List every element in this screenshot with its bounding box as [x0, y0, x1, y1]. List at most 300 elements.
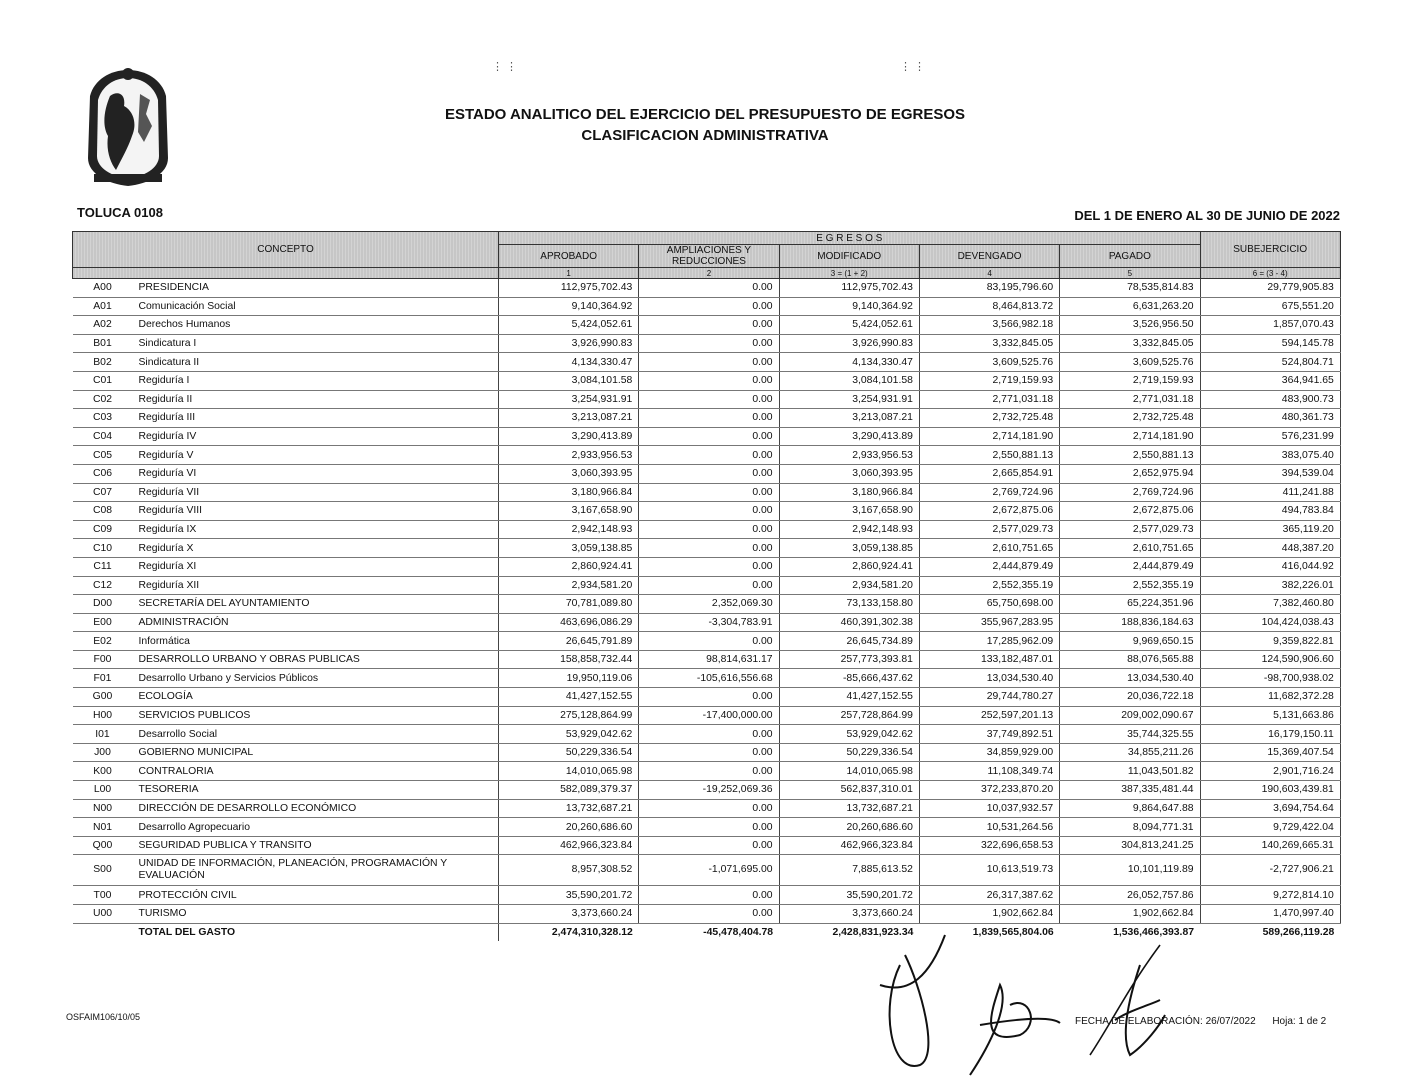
row-ampliaciones: 0.00: [639, 762, 779, 781]
row-modificado: 460,391,302.38: [779, 613, 919, 632]
row-code: U00: [73, 905, 133, 924]
table-row: [73, 353, 1341, 372]
row-aprobado: 3,167,658.90: [499, 502, 639, 521]
row-pagado: 10,101,119.89: [1060, 855, 1200, 886]
table-row: [73, 483, 1341, 502]
page-number: Hoja: 1 de 2: [1272, 1016, 1327, 1027]
scan-mark: ⋮ ⋮: [900, 61, 926, 73]
table-row: [73, 669, 1341, 688]
row-pagado: 26,052,757.86: [1060, 886, 1200, 905]
row-pagado: 2,550,881.13: [1060, 446, 1200, 465]
row-modificado: 3,060,393.95: [779, 464, 919, 483]
row-concept: SERVICIOS PUBLICOS: [133, 706, 499, 725]
header-modificado: MODIFICADO: [779, 245, 919, 268]
row-devengado: 2,732,725.48: [919, 409, 1059, 428]
row-aprobado: 20,260,686.60: [499, 818, 639, 837]
table-row: [73, 688, 1341, 707]
row-pagado: 9,864,647.88: [1060, 799, 1200, 818]
row-devengado: 29,744,780.27: [919, 688, 1059, 707]
row-devengado: 8,464,813.72: [919, 297, 1059, 316]
table-row: [73, 886, 1341, 905]
row-concept: Desarrollo Urbano y Servicios Públicos: [133, 669, 499, 688]
row-concept: PROTECCIÓN CIVIL: [133, 886, 499, 905]
table-row: [73, 855, 1341, 886]
row-subejercicio: -2,727,906.21: [1200, 855, 1340, 886]
table-row: [73, 781, 1341, 800]
row-concept: Regiduría IV: [133, 427, 499, 446]
row-ampliaciones: 0.00: [639, 632, 779, 651]
header-index: 1: [499, 268, 639, 279]
row-modificado: 562,837,310.01: [779, 781, 919, 800]
table-row: [73, 539, 1341, 558]
row-aprobado: 3,084,101.58: [499, 371, 639, 390]
row-concept: Regiduría I: [133, 371, 499, 390]
row-code: C08: [73, 502, 133, 521]
header-concepto: CONCEPTO: [73, 232, 499, 268]
header-subejercicio: SUBEJERCICIO: [1200, 232, 1340, 268]
row-concept: CONTRALORIA: [133, 762, 499, 781]
row-pagado: 13,034,530.40: [1060, 669, 1200, 688]
row-aprobado: 463,696,086.29: [499, 613, 639, 632]
row-modificado: 3,290,413.89: [779, 427, 919, 446]
row-aprobado: 4,134,330.47: [499, 353, 639, 372]
table-row: [73, 427, 1341, 446]
row-code: H00: [73, 706, 133, 725]
header-index: 6 = (3 - 4): [1200, 268, 1340, 279]
row-pagado: 3,609,525.76: [1060, 353, 1200, 372]
table-row: [73, 520, 1341, 539]
row-concept: UNIDAD DE INFORMACIÓN, PLANEACIÓN, PROGRAMACIÓN Y EVALUACIÓN: [133, 855, 499, 886]
row-pagado: 78,535,814.83: [1060, 279, 1200, 298]
row-modificado: 2,934,581.20: [779, 576, 919, 595]
row-ampliaciones: -19,252,069.36: [639, 781, 779, 800]
row-pagado: 2,652,975.94: [1060, 464, 1200, 483]
row-modificado: 3,213,087.21: [779, 409, 919, 428]
row-ampliaciones: 0.00: [639, 725, 779, 744]
row-ampliaciones: 0.00: [639, 446, 779, 465]
row-concept: Regiduría VI: [133, 464, 499, 483]
row-ampliaciones: 0.00: [639, 279, 779, 298]
table-row: [73, 836, 1341, 855]
table-row: [73, 762, 1341, 781]
row-concept: SEGURIDAD PUBLICA Y TRANSITO: [133, 836, 499, 855]
total-ampliaciones: -45,478,404.78: [703, 926, 774, 938]
row-aprobado: 5,424,052.61: [499, 316, 639, 335]
row-devengado: 2,552,355.19: [919, 576, 1059, 595]
row-subejercicio: 448,387.20: [1200, 539, 1340, 558]
row-pagado: 6,631,263.20: [1060, 297, 1200, 316]
row-subejercicio: 416,044.92: [1200, 557, 1340, 576]
row-subejercicio: 15,369,407.54: [1200, 743, 1340, 762]
row-subejercicio: 3,694,754.64: [1200, 799, 1340, 818]
row-modificado: 35,590,201.72: [779, 886, 919, 905]
period-label: DEL 1 DE ENERO AL 30 DE JUNIO DE 2022: [1074, 208, 1340, 223]
row-ampliaciones: -105,616,556.68: [639, 669, 779, 688]
row-modificado: -85,666,437.62: [779, 669, 919, 688]
row-pagado: 2,769,724.96: [1060, 483, 1200, 502]
row-pagado: 2,577,029.73: [1060, 520, 1200, 539]
row-code: C10: [73, 539, 133, 558]
row-devengado: 34,859,929.00: [919, 743, 1059, 762]
row-ampliaciones: 2,352,069.30: [639, 595, 779, 614]
table-row: [73, 576, 1341, 595]
row-devengado: 1,902,662.84: [919, 905, 1059, 924]
row-code: A00: [73, 279, 133, 298]
row-modificado: 3,180,966.84: [779, 483, 919, 502]
row-concept: Regiduría X: [133, 539, 499, 558]
row-aprobado: 8,957,308.52: [499, 855, 639, 886]
row-pagado: 3,332,845.05: [1060, 334, 1200, 353]
row-devengado: 2,771,031.18: [919, 390, 1059, 409]
row-subejercicio: 364,941.65: [1200, 371, 1340, 390]
table-row: [73, 650, 1341, 669]
row-aprobado: 35,590,201.72: [499, 886, 639, 905]
table-row: [73, 409, 1341, 428]
row-subejercicio: 480,361.73: [1200, 409, 1340, 428]
row-ampliaciones: 0.00: [639, 390, 779, 409]
row-aprobado: 50,229,336.54: [499, 743, 639, 762]
row-code: C07: [73, 483, 133, 502]
total-subejercicio: 589,266,119.28: [1262, 926, 1335, 938]
row-modificado: 3,059,138.85: [779, 539, 919, 558]
row-concept: Desarrollo Agropecuario: [133, 818, 499, 837]
row-subejercicio: 483,900.73: [1200, 390, 1340, 409]
row-modificado: 2,942,148.93: [779, 520, 919, 539]
table-row: [73, 632, 1341, 651]
row-subejercicio: 594,145.78: [1200, 334, 1340, 353]
row-devengado: 3,566,982.18: [919, 316, 1059, 335]
header-index: 3 = (1 + 2): [779, 268, 919, 279]
row-code: C12: [73, 576, 133, 595]
row-pagado: 304,813,241.25: [1060, 836, 1200, 855]
row-pagado: 88,076,565.88: [1060, 650, 1200, 669]
row-pagado: 9,969,650.15: [1060, 632, 1200, 651]
row-ampliaciones: 0.00: [639, 502, 779, 521]
row-aprobado: 112,975,702.43: [499, 279, 639, 298]
row-modificado: 14,010,065.98: [779, 762, 919, 781]
row-ampliaciones: 0.00: [639, 316, 779, 335]
row-devengado: 13,034,530.40: [919, 669, 1059, 688]
row-subejercicio: 16,179,150.11: [1200, 725, 1340, 744]
total-modificado: 2,428,831,923.34: [832, 926, 914, 938]
table-row: [73, 334, 1341, 353]
header-index: 5: [1060, 268, 1200, 279]
table-row: [73, 502, 1341, 521]
row-devengado: 83,195,796.60: [919, 279, 1059, 298]
row-code: C04: [73, 427, 133, 446]
row-aprobado: 41,427,152.55: [499, 688, 639, 707]
row-subejercicio: 411,241.88: [1200, 483, 1340, 502]
row-subejercicio: 7,382,460.80: [1200, 595, 1340, 614]
table-row: [73, 595, 1341, 614]
row-devengado: 10,037,932.57: [919, 799, 1059, 818]
row-ampliaciones: 0.00: [639, 520, 779, 539]
row-modificado: 462,966,323.84: [779, 836, 919, 855]
table-row: [73, 905, 1341, 924]
scan-mark: ⋮ ⋮: [492, 61, 518, 73]
row-devengado: 3,609,525.76: [919, 353, 1059, 372]
table-row: [73, 297, 1341, 316]
row-pagado: 2,444,879.49: [1060, 557, 1200, 576]
row-aprobado: 53,929,042.62: [499, 725, 639, 744]
row-concept: Regiduría XII: [133, 576, 499, 595]
row-subejercicio: 494,783.84: [1200, 502, 1340, 521]
row-ampliaciones: 0.00: [639, 743, 779, 762]
handwritten-signature: [860, 925, 1190, 1085]
row-code: N01: [73, 818, 133, 837]
row-ampliaciones: 0.00: [639, 409, 779, 428]
row-modificado: 3,926,990.83: [779, 334, 919, 353]
row-subejercicio: 524,804.71: [1200, 353, 1340, 372]
row-aprobado: 462,966,323.84: [499, 836, 639, 855]
header-devengado: DEVENGADO: [919, 245, 1059, 268]
row-aprobado: 14,010,065.98: [499, 762, 639, 781]
row-subejercicio: 11,682,372.28: [1200, 688, 1340, 707]
row-aprobado: 275,128,864.99: [499, 706, 639, 725]
row-pagado: 65,224,351.96: [1060, 595, 1200, 614]
row-pagado: 387,335,481.44: [1060, 781, 1200, 800]
row-modificado: 41,427,152.55: [779, 688, 919, 707]
header-pagado: PAGADO: [1060, 245, 1200, 268]
row-subejercicio: 1,470,997.40: [1200, 905, 1340, 924]
row-devengado: 37,749,892.51: [919, 725, 1059, 744]
row-modificado: 2,933,956.53: [779, 446, 919, 465]
row-subejercicio: 104,424,038.43: [1200, 613, 1340, 632]
row-ampliaciones: 0.00: [639, 836, 779, 855]
row-code: E00: [73, 613, 133, 632]
row-devengado: 11,108,349.74: [919, 762, 1059, 781]
row-subejercicio: -98,700,938.02: [1200, 669, 1340, 688]
row-concept: Regiduría VII: [133, 483, 499, 502]
row-devengado: 2,769,724.96: [919, 483, 1059, 502]
row-modificado: 5,424,052.61: [779, 316, 919, 335]
row-modificado: 257,773,393.81: [779, 650, 919, 669]
row-pagado: 2,552,355.19: [1060, 576, 1200, 595]
row-pagado: 188,836,184.63: [1060, 613, 1200, 632]
row-concept: DESARROLLO URBANO Y OBRAS PUBLICAS: [133, 650, 499, 669]
row-pagado: 1,902,662.84: [1060, 905, 1200, 924]
row-code: I01: [73, 725, 133, 744]
row-concept: GOBIERNO MUNICIPAL: [133, 743, 499, 762]
table-row: [73, 279, 1341, 298]
row-ampliaciones: 98,814,631.17: [639, 650, 779, 669]
row-code: C03: [73, 409, 133, 428]
row-subejercicio: 140,269,665.31: [1200, 836, 1340, 855]
row-ampliaciones: 0.00: [639, 371, 779, 390]
table-row: [73, 464, 1341, 483]
row-aprobado: 582,089,379.37: [499, 781, 639, 800]
row-aprobado: 3,060,393.95: [499, 464, 639, 483]
row-ampliaciones: 0.00: [639, 886, 779, 905]
row-modificado: 50,229,336.54: [779, 743, 919, 762]
row-devengado: 26,317,387.62: [919, 886, 1059, 905]
table-row: [73, 390, 1341, 409]
row-code: C05: [73, 446, 133, 465]
table-row: [73, 725, 1341, 744]
row-aprobado: 13,732,687.21: [499, 799, 639, 818]
row-ampliaciones: 0.00: [639, 427, 779, 446]
row-code: E02: [73, 632, 133, 651]
total-devengado: 1,839,565,804.06: [972, 926, 1054, 938]
report-title: [380, 104, 1030, 146]
row-pagado: 2,732,725.48: [1060, 409, 1200, 428]
row-ampliaciones: 0.00: [639, 557, 779, 576]
row-subejercicio: 576,231.99: [1200, 427, 1340, 446]
entity-label: TOLUCA 0108: [77, 205, 163, 220]
row-code: Q00: [73, 836, 133, 855]
row-code: K00: [73, 762, 133, 781]
row-ampliaciones: 0.00: [639, 297, 779, 316]
row-devengado: 65,750,698.00: [919, 595, 1059, 614]
row-aprobado: 70,781,089.80: [499, 595, 639, 614]
row-code: F00: [73, 650, 133, 669]
row-ampliaciones: 0.00: [639, 818, 779, 837]
row-concept: Sindicatura II: [133, 353, 499, 372]
row-aprobado: 3,290,413.89: [499, 427, 639, 446]
row-devengado: 10,613,519.73: [919, 855, 1059, 886]
table-body: [73, 279, 1341, 942]
row-modificado: 9,140,364.92: [779, 297, 919, 316]
row-modificado: 112,975,702.43: [779, 279, 919, 298]
row-modificado: 53,929,042.62: [779, 725, 919, 744]
row-devengado: 372,233,870.20: [919, 781, 1059, 800]
row-ampliaciones: 0.00: [639, 799, 779, 818]
row-modificado: 13,732,687.21: [779, 799, 919, 818]
row-modificado: 2,860,924.41: [779, 557, 919, 576]
table-row: [73, 446, 1341, 465]
row-subejercicio: 1,857,070.43: [1200, 316, 1340, 335]
table-row: [73, 743, 1341, 762]
row-pagado: 2,714,181.90: [1060, 427, 1200, 446]
row-concept: Regiduría V: [133, 446, 499, 465]
row-subejercicio: 675,551.20: [1200, 297, 1340, 316]
header-aprobado: APROBADO: [499, 245, 639, 268]
row-concept: TESORERIA: [133, 781, 499, 800]
row-subejercicio: 124,590,906.60: [1200, 650, 1340, 669]
row-devengado: 10,531,264.56: [919, 818, 1059, 837]
header-index: 4: [919, 268, 1059, 279]
row-pagado: 2,672,875.06: [1060, 502, 1200, 521]
row-code: D00: [73, 595, 133, 614]
row-aprobado: 2,934,581.20: [499, 576, 639, 595]
row-subejercicio: 383,075.40: [1200, 446, 1340, 465]
row-concept: Regiduría III: [133, 409, 499, 428]
elaboration-date: FECHA DE ELABORACIÓN: 26/07/2022: [1075, 1016, 1256, 1027]
row-subejercicio: 394,539.04: [1200, 464, 1340, 483]
row-subejercicio: 382,226.01: [1200, 576, 1340, 595]
row-aprobado: 26,645,791.89: [499, 632, 639, 651]
row-concept: Regiduría XI: [133, 557, 499, 576]
row-devengado: 133,182,487.01: [919, 650, 1059, 669]
row-code: S00: [73, 855, 133, 886]
row-code: B01: [73, 334, 133, 353]
row-code: J00: [73, 743, 133, 762]
row-devengado: 3,332,845.05: [919, 334, 1059, 353]
row-devengado: 2,610,751.65: [919, 539, 1059, 558]
row-ampliaciones: 0.00: [639, 688, 779, 707]
row-pagado: 35,744,325.55: [1060, 725, 1200, 744]
row-devengado: 2,665,854.91: [919, 464, 1059, 483]
row-aprobado: 9,140,364.92: [499, 297, 639, 316]
row-pagado: 8,094,771.31: [1060, 818, 1200, 837]
row-ampliaciones: 0.00: [639, 576, 779, 595]
row-subejercicio: 9,359,822.81: [1200, 632, 1340, 651]
row-pagado: 3,526,956.50: [1060, 316, 1200, 335]
form-code: OSFAIM106/10/05: [66, 1012, 141, 1022]
row-code: A01: [73, 297, 133, 316]
table-row: [73, 818, 1341, 837]
row-concept: Regiduría II: [133, 390, 499, 409]
row-devengado: 2,719,159.93: [919, 371, 1059, 390]
row-pagado: 209,002,090.67: [1060, 706, 1200, 725]
table-row: [73, 613, 1341, 632]
row-modificado: 3,373,660.24: [779, 905, 919, 924]
row-code: C01: [73, 371, 133, 390]
total-label: TOTAL DEL GASTO: [133, 923, 499, 941]
row-devengado: 322,696,658.53: [919, 836, 1059, 855]
row-aprobado: 3,213,087.21: [499, 409, 639, 428]
row-subejercicio: 365,119.20: [1200, 520, 1340, 539]
row-modificado: 3,084,101.58: [779, 371, 919, 390]
row-subejercicio: 9,272,814.10: [1200, 886, 1340, 905]
row-aprobado: 3,254,931.91: [499, 390, 639, 409]
header-index: 2: [639, 268, 779, 279]
row-concept: ECOLOGÍA: [133, 688, 499, 707]
row-code: G00: [73, 688, 133, 707]
row-pagado: 11,043,501.82: [1060, 762, 1200, 781]
row-ampliaciones: 0.00: [639, 483, 779, 502]
row-concept: Regiduría IX: [133, 520, 499, 539]
row-code: N00: [73, 799, 133, 818]
row-devengado: 2,444,879.49: [919, 557, 1059, 576]
table-row: [73, 706, 1341, 725]
row-code: B02: [73, 353, 133, 372]
row-concept: Informática: [133, 632, 499, 651]
row-ampliaciones: 0.00: [639, 334, 779, 353]
budget-table: [72, 231, 1341, 941]
row-aprobado: 3,059,138.85: [499, 539, 639, 558]
row-ampliaciones: -17,400,000.00: [639, 706, 779, 725]
title-line-1: ESTADO ANALITICO DEL EJERCICIO DEL PRESUPUESTO DE EGRESOS: [444, 106, 966, 123]
row-aprobado: 158,858,732.44: [499, 650, 639, 669]
row-aprobado: 2,942,148.93: [499, 520, 639, 539]
row-concept: Comunicación Social: [133, 297, 499, 316]
row-concept: Derechos Humanos: [133, 316, 499, 335]
row-code: F01: [73, 669, 133, 688]
municipal-seal-logo: [80, 66, 176, 190]
row-code: C02: [73, 390, 133, 409]
row-code: L00: [73, 781, 133, 800]
row-concept: ADMINISTRACIÓN: [133, 613, 499, 632]
title-line-2: CLASIFICACION ADMINISTRATIVA: [581, 127, 829, 144]
row-code: C11: [73, 557, 133, 576]
total-pagado: 1,536,466,393.87: [1113, 926, 1195, 938]
table-row: [73, 799, 1341, 818]
row-code: C09: [73, 520, 133, 539]
row-concept: DIRECCIÓN DE DESARROLLO ECONÓMICO: [133, 799, 499, 818]
table-row: [73, 371, 1341, 390]
total-code: [73, 923, 133, 941]
row-modificado: 26,645,734.89: [779, 632, 919, 651]
row-pagado: 20,036,722.18: [1060, 688, 1200, 707]
row-subejercicio: 190,603,439.81: [1200, 781, 1340, 800]
row-modificado: 3,254,931.91: [779, 390, 919, 409]
row-concept: PRESIDENCIA: [133, 279, 499, 298]
row-concept: TURISMO: [133, 905, 499, 924]
row-devengado: 17,285,962.09: [919, 632, 1059, 651]
table-row: [73, 557, 1341, 576]
row-devengado: 355,967,283.95: [919, 613, 1059, 632]
